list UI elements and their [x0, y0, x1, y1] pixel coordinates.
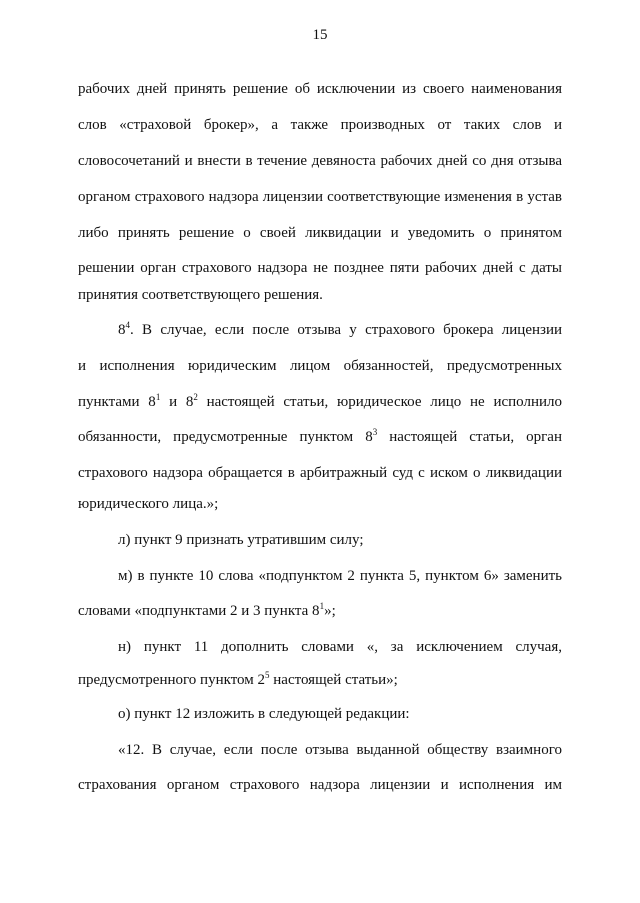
- text-line: органом страхового надзора лицензии соответствующие изменения в устав: [78, 189, 562, 205]
- text-line: [78, 393, 562, 411]
- superscript: 2: [193, 392, 198, 402]
- text-span: . В случае, если после отзыва у страхового брокера лицензии: [130, 322, 562, 338]
- text-line: л) пункт 9 признать утратившим силу;: [118, 532, 364, 548]
- superscript: 5: [265, 670, 270, 680]
- text-span: и 8: [160, 394, 194, 410]
- text-span: словами «подпунктами 2 и 3 пункта 8: [78, 603, 320, 619]
- text-span: »;: [324, 603, 336, 619]
- text-line: слов «страховой брокер», а также производных от таких слов и: [78, 117, 562, 133]
- text-line: решении орган страхового надзора не позднее пяти рабочих дней с даты: [78, 260, 562, 276]
- text-line: страхования органом страхового надзора лицензии и исполнения им: [78, 777, 562, 793]
- text-line: либо принять решение о своей ликвидации и уведомить о принятом: [78, 225, 562, 241]
- text-span: обязанности, предусмотренные пунктом 8: [78, 429, 373, 445]
- text-line: [78, 428, 562, 446]
- text-line: и исполнения юридическим лицом обязанностей, предусмотренных: [78, 358, 562, 374]
- text-line: н) пункт 11 дополнить словами «, за исключением случая,: [118, 639, 562, 655]
- text-line: о) пункт 12 изложить в следующей редакции:: [118, 706, 410, 722]
- text-line: страхового надзора обращается в арбитражный суд с иском о ликвидации: [78, 465, 562, 481]
- text-line: словосочетаний и внести в течение девяноста рабочих дней со дня отзыва: [78, 153, 562, 169]
- text-span: пунктами 8: [78, 394, 156, 410]
- superscript: 1: [319, 601, 325, 611]
- superscript: 1: [155, 392, 161, 402]
- text-span: 8: [118, 322, 126, 338]
- text-line: м) в пункте 10 слова «подпунктом 2 пункта 5, пунктом 6» заменить: [118, 568, 562, 584]
- text-line: [78, 671, 562, 689]
- text-span: настоящей статьи, орган: [377, 429, 562, 445]
- text-line: принятия соответствующего решения.: [78, 287, 323, 303]
- text-line: [118, 321, 562, 339]
- superscript: 3: [372, 427, 378, 437]
- page-number: 15: [312, 27, 328, 43]
- text-line: юридического лица.»;: [78, 496, 219, 512]
- text-span: настоящей статьи»;: [269, 672, 398, 688]
- text-line: [78, 602, 562, 620]
- text-span: настоящей статьи, юридическое лицо не исполнило: [197, 394, 562, 410]
- text-line: «12. В случае, если после отзыва выданной обществу взаимного: [118, 742, 562, 758]
- text-line: рабочих дней принять решение об исключении из своего наименования: [78, 81, 562, 97]
- superscript: 4: [125, 320, 130, 330]
- text-span: предусмотренного пунктом 2: [78, 672, 266, 688]
